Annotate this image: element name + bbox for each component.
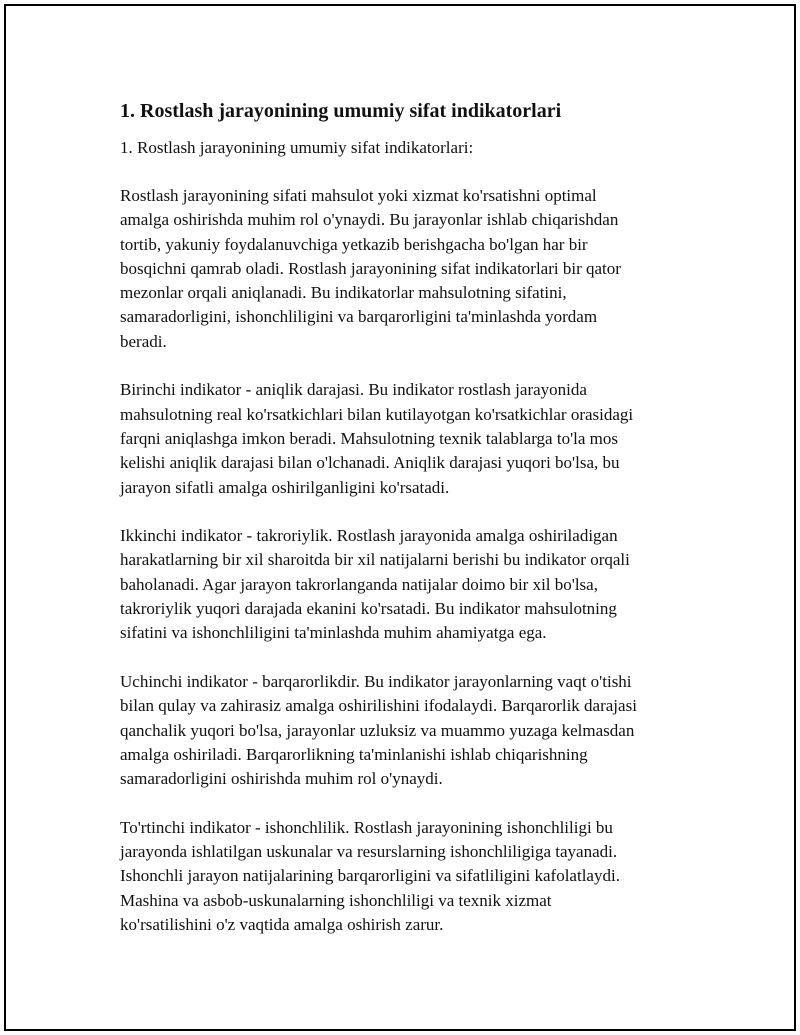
paragraph-indicator-3 <box>120 670 680 791</box>
page-frame <box>4 4 796 1031</box>
text-line: Ikkinchi indikator - takroriylik. Rostlash jarayonida amalga oshiriladigan <box>120 526 618 546</box>
paragraph-intro <box>120 184 680 354</box>
text-line: mahsulotning real ko'rsatkichlari bilan kutilayotgan ko'rsatkichlar orasidagi <box>120 404 634 424</box>
text-line: harakatlarning bir xil sharoitda bir xil natijalarni berishi bu indikator orqali <box>120 550 630 570</box>
text-line: mezonlar orqali aniqlanadi. Bu indikatorlar mahsulotning sifatini, <box>120 283 567 303</box>
document-subheading: 1. Rostlash jarayonining umumiy sifat indikatorlari: <box>120 138 474 157</box>
paragraph-indicator-2 <box>120 524 680 645</box>
document-body <box>120 98 680 962</box>
text-line: Rostlash jarayonining sifati mahsulot yoki xizmat ko'rsatishni optimal <box>120 186 597 205</box>
text-line: jarayon sifatli amalga oshirilganligini ko'rsatadi. <box>120 477 450 497</box>
text-line: Ishonchli jarayon natijalarining barqarorligini va sifatliligini kafolatlaydi. <box>120 866 620 886</box>
text-line: sifatini va ishonchliligini ta'minlashda muhim ahamiyatga ega. <box>120 623 547 643</box>
text-line: samaradorligini oshirishda muhim rol o'ynaydi. <box>120 769 443 789</box>
paragraph-indicator-4 <box>120 816 680 937</box>
text-line: amalga oshiriladi. Barqarorlikning ta'minlanishi ishlab chiqarishning <box>120 744 588 764</box>
text-line: Uchinchi indikator - barqarorlikdir. Bu indikator jarayonlarning vaqt o'tishi <box>120 671 632 691</box>
text-line: jarayonda ishlatilgan uskunalar va resurslarning ishonchliligiga tayanadi. <box>120 842 618 862</box>
text-line: baholanadi. Agar jarayon takrorlanganda natijalar doimo bir xil bo'lsa, <box>120 574 598 594</box>
text-line: bilan qulay va zahirasiz amalga oshirilishini ifodalaydi. Barqarorlik darajasi <box>120 696 637 716</box>
text-line: bosqichni qamrab oladi. Rostlash jarayonining sifat indikatorlari bir qator <box>120 258 621 278</box>
text-line: samaradorligini, ishonchliligini va barqarorligini ta'minlashda yordam <box>120 307 598 327</box>
text-line: tortib, yakuniy foydalanuvchiga yetkazib berishgacha bo'lgan har bir <box>120 234 588 254</box>
text-line: farqni aniqlashga imkon beradi. Mahsulotning texnik talablarga to'la mos <box>120 428 618 448</box>
text-line: qanchalik yuqori bo'lsa, jarayonlar uzluksiz va muammo yuzaga kelmasdan <box>120 720 635 740</box>
text-line: To'rtinchi indikator - ishonchlilik. Rostlash jarayonining ishonchliligi bu <box>120 817 613 837</box>
text-line: ko'rsatilishini o'z vaqtida amalga oshirish zarur. <box>120 914 444 934</box>
text-line: Birinchi indikator - aniqlik darajasi. Bu indikator rostlash jarayonida <box>120 380 587 400</box>
text-line: beradi. <box>120 331 167 351</box>
text-line: Mashina va asbob-uskunalarning ishonchliligi va texnik xizmat <box>120 890 552 910</box>
text-line: kelishi aniqlik darajasi bilan o'lchanadi. Aniqlik darajasi yuqori bo'lsa, bu <box>120 453 620 473</box>
text-line: takroriylik yuqori darajada ekanini ko'rsatadi. Bu indikator mahsulotning <box>120 599 617 619</box>
paragraph-indicator-1 <box>120 378 680 499</box>
text-line: amalga oshirishda muhim rol o'ynaydi. Bu jarayonlar ishlab chiqarishdan <box>120 210 619 230</box>
document-heading: 1. Rostlash jarayonining umumiy sifat indikatorlari <box>120 100 562 122</box>
